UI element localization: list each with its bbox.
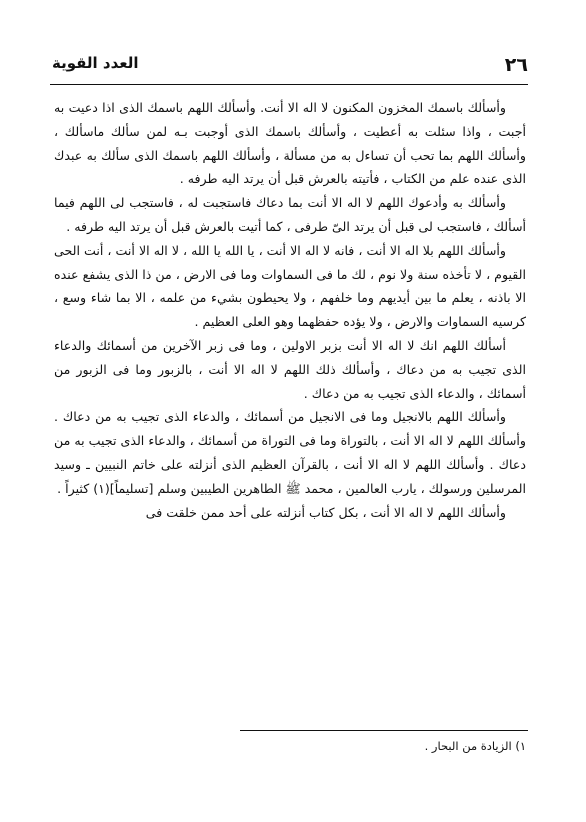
paragraph: وأسألك اللهم لا اله الا أنت ، بكل كتاب أنزلته على أحد ممن خلقت فى	[145, 504, 506, 520]
page-number: ٢٦	[504, 54, 528, 76]
paragraph: وأسألك اللهم بالانجيل وما فى الانجيل من أسمائك ، والدعاء الذى تجيب به من دعاك . وأسألك اللهم لا اله الا أنت ، بالتوراة وما فى التوراة من أسمائك ، والدعاء الذى تجيب به من دعاك . وأسألك اللهم لا اله الا أنت ، بالقرآن العظيم الذى أنزلته على خاتم النبيين ـ وسيد المرسلين ورسولك ، يارب العالمين ، محمد ﷺ الطاهرين الطيبين وسلم [تسليماً](١) كثيراً .	[54, 409, 526, 496]
footnote: ١) الزيادة من البحار .	[424, 739, 526, 753]
page-header	[52, 48, 528, 80]
paragraph: وأسألك اللهم بلا اله الا أنت ، فانه لا اله الا أنت ، يا الله يا الله ، لا اله الا أنت ، أنت الحى القيوم ، لا تأخذه سنة ولا نوم ، لك ما فى السماوات وما فى الارض ، من ذا الذى يشفع عنده الا باذنه ، يعلم ما بين أيديهم وما خلفهم ، ولا يحيطون بشيء من علمه ، الا بما شاء وسع ، كرسيه السماوات والارض ، ولا يؤده حفظهما وهو العلى العظيم .	[54, 242, 526, 330]
header-rule	[50, 84, 528, 85]
footnote-rule	[240, 730, 528, 731]
paragraph: وأسألك به وأدعوك اللهم لا اله الا أنت بما دعاك فاستجبت له ، فاستجب لى اللهم فيما أسألك ، فاستجب لى قبل أن يرتد الىّ طرفى ، كما أتيت بالعرش قبل أن يرتد اليه طرفه .	[54, 195, 526, 234]
paragraph: وأسألك باسمك المخزون المكنون لا اله الا أنت. وأسألك اللهم باسمك الذى اذا دعيت به أجبت ، واذا سئلت به أعطيت ، وأسألك باسمك الذى أوجبت بـه لمن سألك ماسألك ، وأسألك اللهم بما تحب أن تساءل به من مسألة ، وأسألك اللهم باسمك الذى سألك به عبدك الذى عنده علم من الكتاب ، فأتيته بالعرش قبل أن يرتد اليه طرفه .	[54, 100, 526, 187]
running-title: العدد القوية	[52, 54, 139, 72]
paragraph: أسألك اللهم انك لا اله الا أنت بزبر الاولين ، وما فى زبر الآخرين من أسمائك والدعاء الذى تجيب به من دعاك ، وأسألك ذلك اللهم لا اله الا أنت ، بالزبور وما فى الزبور من أسمائك ، والدعاء الذى تجيب به من دعاك .	[54, 337, 526, 401]
body-text	[54, 96, 526, 524]
